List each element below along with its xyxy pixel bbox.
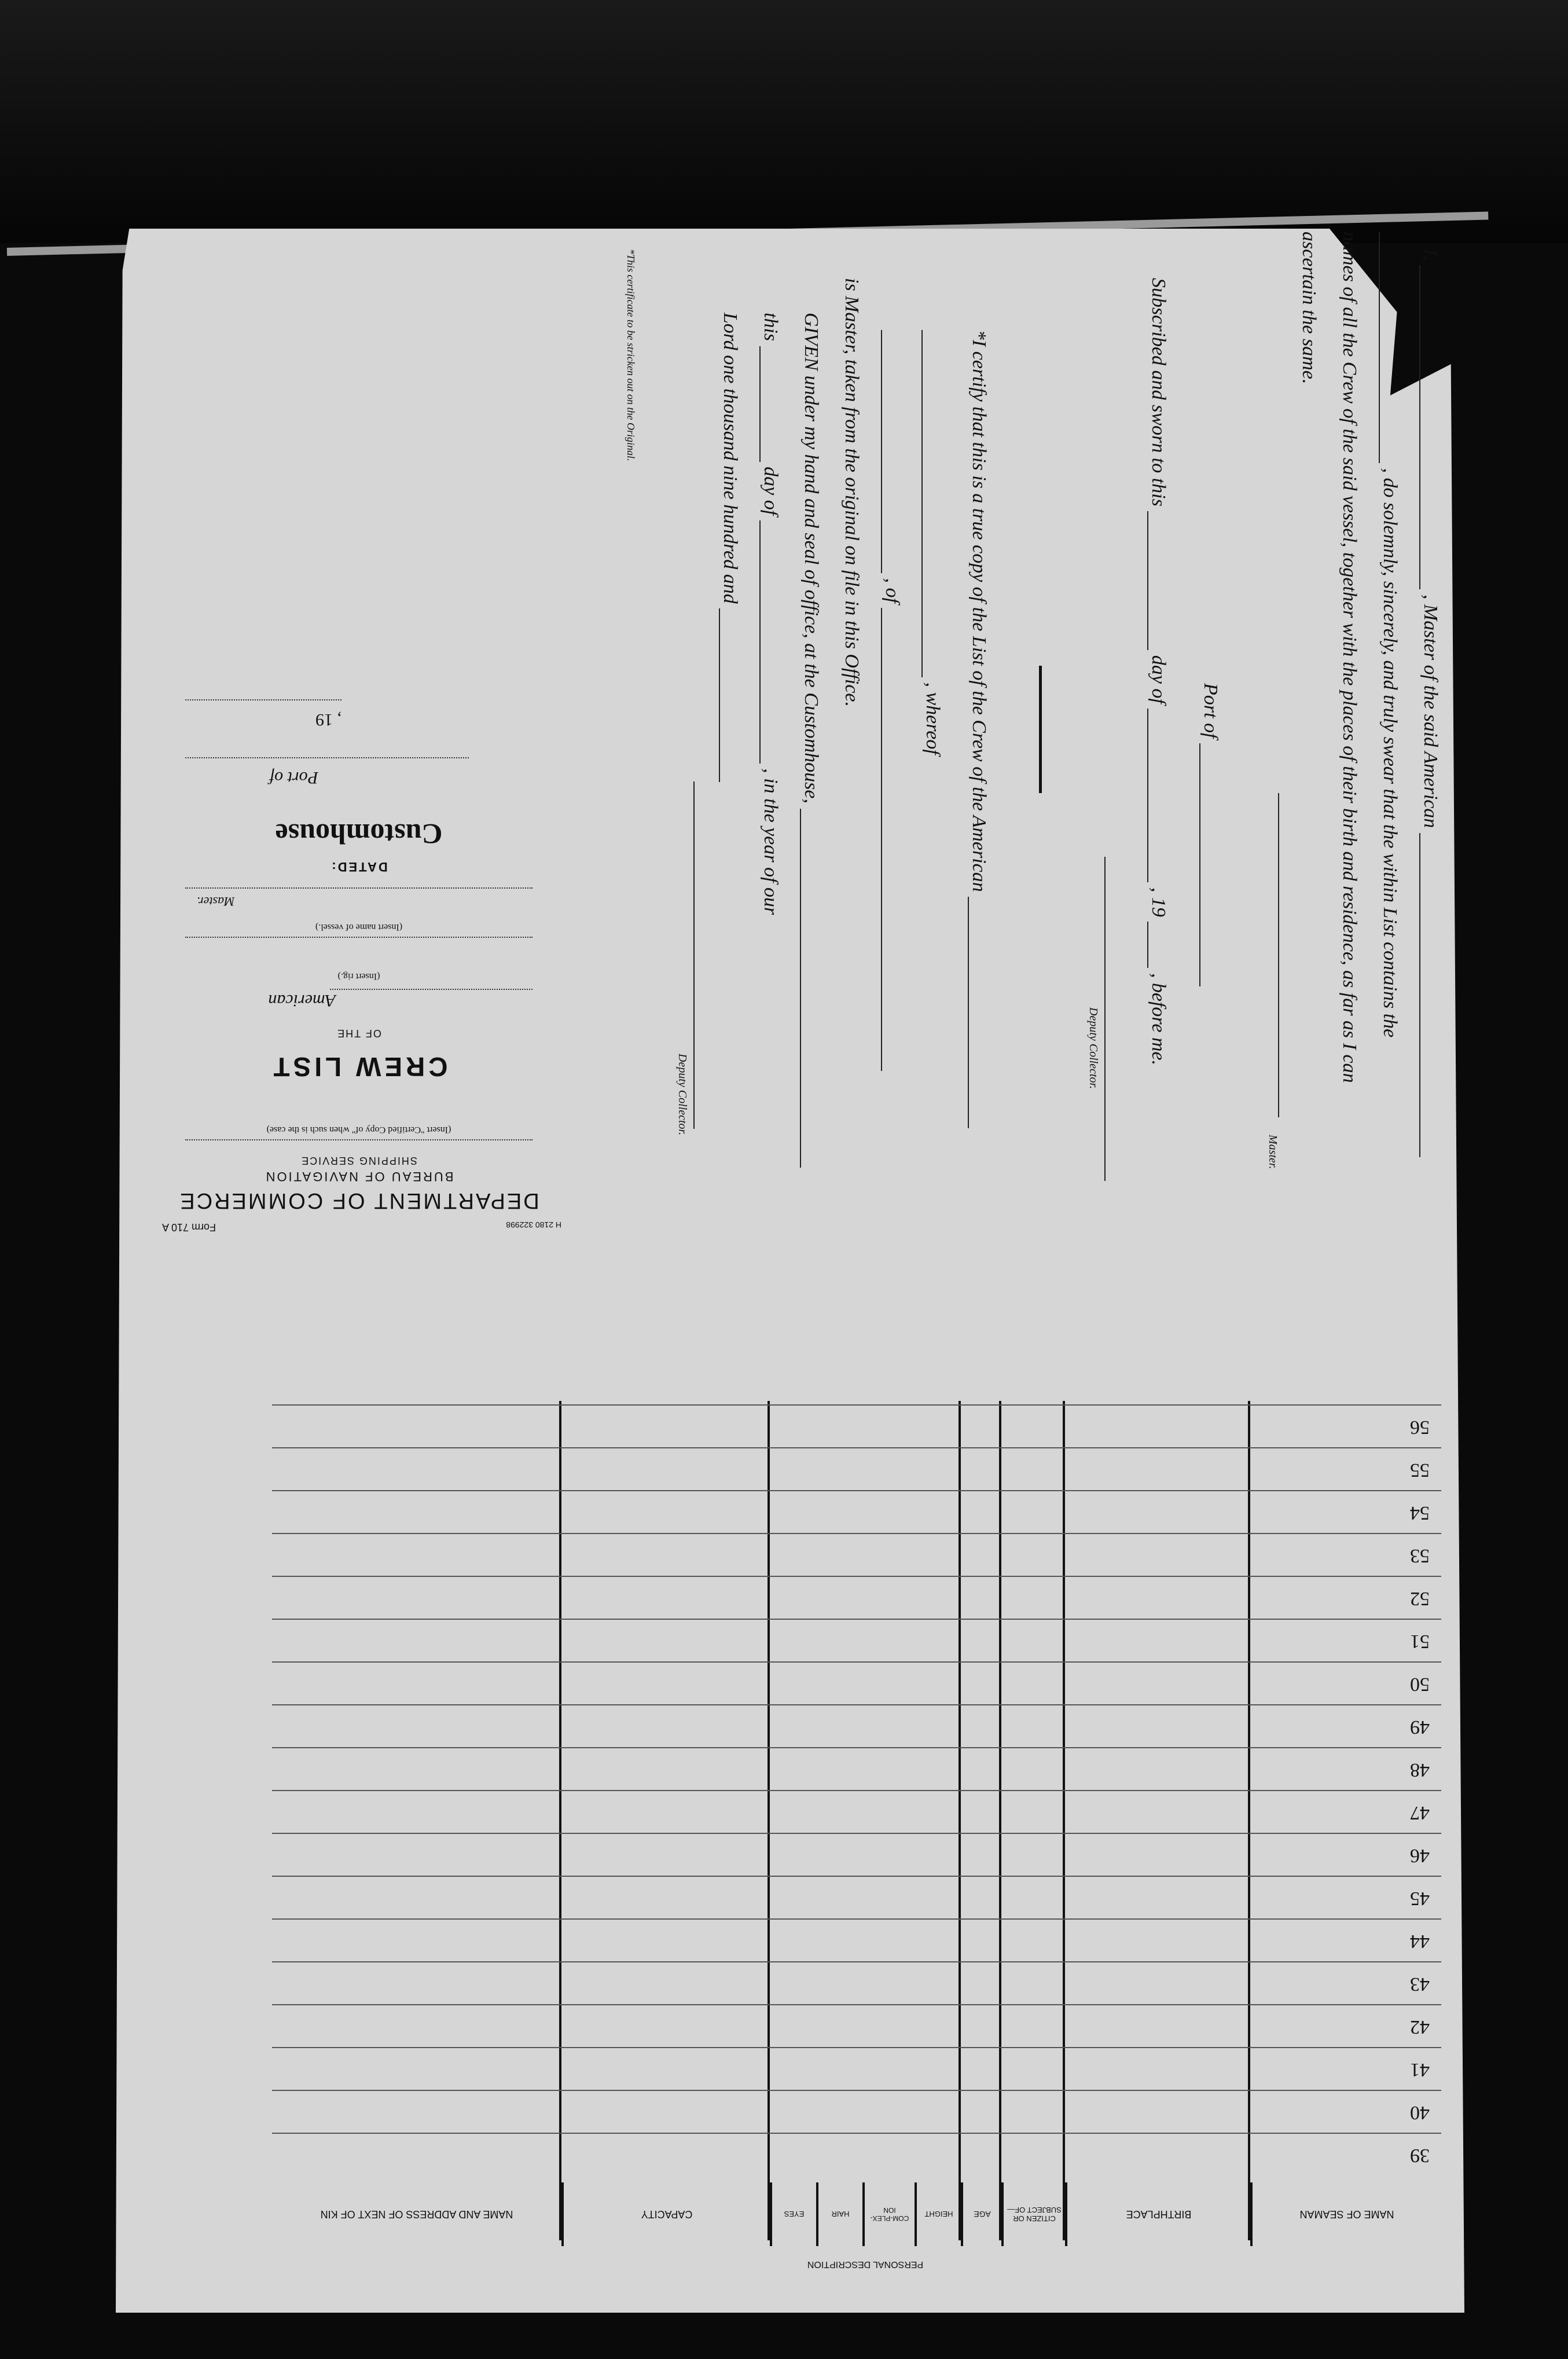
- given-text: GIVEN under my hand and seal of office, at the Customhouse,: [800, 313, 822, 804]
- row-number: 56: [1410, 1417, 1430, 1438]
- col-divider-3: [999, 1401, 1001, 2240]
- certify-vessel-blank: [968, 897, 986, 1128]
- table-row-rule: [272, 1918, 1441, 1920]
- whereof-text: , whereof: [922, 682, 943, 755]
- header-capacity: CAPACITY: [561, 2182, 770, 2246]
- day-of-label: day of: [1148, 655, 1169, 704]
- row-number: 42: [1410, 2016, 1430, 2038]
- date-line: [185, 698, 341, 700]
- table-row-rule: [272, 1961, 1441, 1962]
- bureau-title: BUREAU OF NAVIGATION: [264, 1169, 454, 1184]
- vessel-line: [185, 935, 533, 938]
- this-text: this: [760, 313, 781, 342]
- residence-blank: [1379, 232, 1397, 463]
- row-number: 48: [1410, 1759, 1430, 1781]
- american-label: American: [268, 991, 336, 1010]
- oath-line-4: ascertain the same.: [1298, 232, 1320, 384]
- department-title: DEPARTMENT OF COMMERCE: [178, 1188, 539, 1213]
- col-divider-4: [959, 1401, 961, 2240]
- port-blank: [1199, 743, 1218, 986]
- oath-line-2: [1379, 232, 1401, 1037]
- table-row-rule: [272, 1790, 1441, 1791]
- of-master-blank: [881, 330, 899, 573]
- master-line: [185, 886, 533, 889]
- row-number: 43: [1410, 1973, 1430, 1995]
- table-row-rule: [272, 1661, 1441, 1663]
- row-number: 46: [1410, 1845, 1430, 1866]
- row-number: 45: [1410, 1888, 1430, 1909]
- cover-master-label: Master.: [197, 894, 235, 909]
- form-number: Form 710 A: [162, 1221, 216, 1233]
- row-number: 54: [1410, 1502, 1430, 1524]
- insert-rig-note: (Insert rig.): [337, 971, 380, 981]
- of-line: [881, 330, 903, 1071]
- serial-number: H 2180 322998: [506, 1220, 561, 1230]
- deputy-collector-label-2: Deputy Collector.: [676, 1054, 689, 1136]
- of-the-label: OF THE: [336, 1028, 381, 1039]
- row-number: 53: [1410, 1545, 1430, 1566]
- table-row-rule: [272, 1619, 1441, 1620]
- col-divider-6: [559, 1401, 561, 2240]
- deputy-signature-line-2: [693, 782, 695, 1129]
- header-birthplace: BIRTHPLACE: [1065, 2182, 1250, 2246]
- table-row-rule: [272, 2004, 1441, 2005]
- film-frame-top: [0, 0, 1568, 243]
- table-row-rule: [272, 1747, 1441, 1748]
- given-line: [800, 313, 822, 1168]
- cover-block: [156, 585, 561, 1239]
- row-number: 39: [1410, 2145, 1430, 2166]
- header-complexion: COM-PLEX-ION: [862, 2182, 915, 2246]
- certified-copy-line: [185, 1138, 533, 1140]
- row-number: 52: [1410, 1588, 1430, 1609]
- table-row-rule: [272, 1576, 1441, 1577]
- lord-text: Lord one thousand nine hundred and: [719, 313, 741, 604]
- subscribed-line: [1147, 278, 1169, 1065]
- this-day-line: [759, 313, 781, 915]
- before-me-label: , before me.: [1148, 973, 1169, 1066]
- section-divider: [1039, 666, 1042, 793]
- port-line: [185, 756, 469, 758]
- table-row-rule: [272, 1447, 1441, 1448]
- header-eyes: EYES: [770, 2182, 816, 2246]
- master-name-blank: [1419, 265, 1438, 589]
- table-row-rule: [272, 1490, 1441, 1491]
- day-of-text-2: day of: [760, 467, 781, 516]
- is-master-line: is Master, taken from the original on file in this Office.: [841, 278, 862, 707]
- col-divider-2: [1063, 1401, 1065, 2240]
- insert-vessel-note: (Insert name of vessel.): [315, 922, 403, 932]
- header-citizen: CITIZEN OR SUBJECT OF—: [1001, 2182, 1065, 2246]
- footnote: *This certificate to be stricken out on the Original.: [625, 249, 637, 461]
- row-number: 55: [1410, 1459, 1430, 1481]
- oath-master-of: , Master of the said American: [1420, 594, 1441, 828]
- table-row-rule: [272, 2047, 1441, 2048]
- row-number: 49: [1410, 1716, 1430, 1738]
- cover-nineteen: , 19: [315, 710, 341, 729]
- table-row-rule: [272, 1533, 1441, 1534]
- of-text: , of: [882, 578, 903, 603]
- table-row-rule: [272, 1876, 1441, 1877]
- master-label: Master.: [1266, 1135, 1279, 1169]
- table-row-rule: [272, 2090, 1441, 2091]
- oath-line-1: [1419, 249, 1441, 1157]
- header-personal-description: PERSONAL DESCRIPTION: [807, 2259, 924, 2269]
- customhouse-blank: [800, 809, 818, 1168]
- oath-line-3: names of all the Crew of the said vessel, together with the places of their birth and residence, as far as I can: [1339, 232, 1360, 1083]
- row-number: 50: [1410, 1674, 1430, 1695]
- row-number: 40: [1410, 2102, 1430, 2123]
- header-name-of-seaman: NAME OF SEAMAN: [1250, 2182, 1441, 2246]
- deputy-collector-label: Deputy Collector.: [1087, 1007, 1100, 1089]
- vessel-name-blank: [1419, 833, 1438, 1157]
- this-day-blank: [759, 346, 778, 462]
- of-place-blank: [881, 608, 899, 1071]
- month-blank-2: [759, 520, 778, 764]
- table-row-rule: [272, 1404, 1441, 1406]
- customhouse-label: Customhouse: [275, 818, 443, 850]
- header-height: HEIGHT: [915, 2182, 961, 2246]
- col-divider-1: [1248, 1401, 1250, 2240]
- year-blank: [1147, 922, 1166, 968]
- subscribed-month-blank: [1147, 709, 1166, 882]
- deputy-signature-line: [1104, 857, 1106, 1181]
- lord-line: [719, 313, 741, 782]
- oath-i: I,: [1420, 249, 1441, 261]
- master-signature-line: [1278, 793, 1279, 1117]
- table-row-rule: [272, 2133, 1441, 2134]
- certify-line: [968, 330, 990, 1128]
- table-row-rule: [272, 1704, 1441, 1705]
- row-number: 47: [1410, 1802, 1430, 1824]
- nineteen-label: , 19: [1148, 887, 1169, 917]
- header-age: AGE: [961, 2182, 1001, 2246]
- port-of-line: [1199, 683, 1221, 986]
- col-divider-5: [768, 1401, 770, 2240]
- whereof-vessel-blank: [921, 330, 940, 677]
- in-year-text: , in the year of our: [760, 768, 781, 915]
- row-number: 44: [1410, 1931, 1430, 1952]
- shipping-service: SHIPPING SERVICE: [300, 1155, 417, 1166]
- header-hair: HAIR: [816, 2182, 862, 2246]
- cover-port-of: Port of: [269, 768, 318, 787]
- crew-list-title: CREW LIST: [270, 1052, 448, 1082]
- dated-label: DATED:: [330, 860, 388, 874]
- row-number: 41: [1410, 2059, 1430, 2081]
- crew-table: [133, 1343, 1441, 2269]
- certify-text: *I certify that this is a true copy of the List of the Crew of the American: [968, 330, 990, 892]
- year-words-blank: [719, 608, 737, 782]
- oath-swear: , do solemnly, sincerely, and truly swear that the within List contains the: [1379, 468, 1401, 1038]
- row-number: 51: [1410, 1631, 1430, 1652]
- whereof-line: [921, 330, 943, 755]
- header-next-of-kin: NAME AND ADDRESS OF NEXT OF KIN: [320, 2208, 513, 2221]
- table-row-rule: [272, 1833, 1441, 1834]
- insert-certified-note: (Insert "Certified Copy of" when such is the case): [266, 1125, 451, 1135]
- subscribed-label: Subscribed and sworn to this: [1148, 278, 1169, 507]
- port-of-label: Port of: [1200, 683, 1221, 739]
- rig-line: [330, 988, 533, 990]
- subscribed-day-blank: [1147, 511, 1166, 650]
